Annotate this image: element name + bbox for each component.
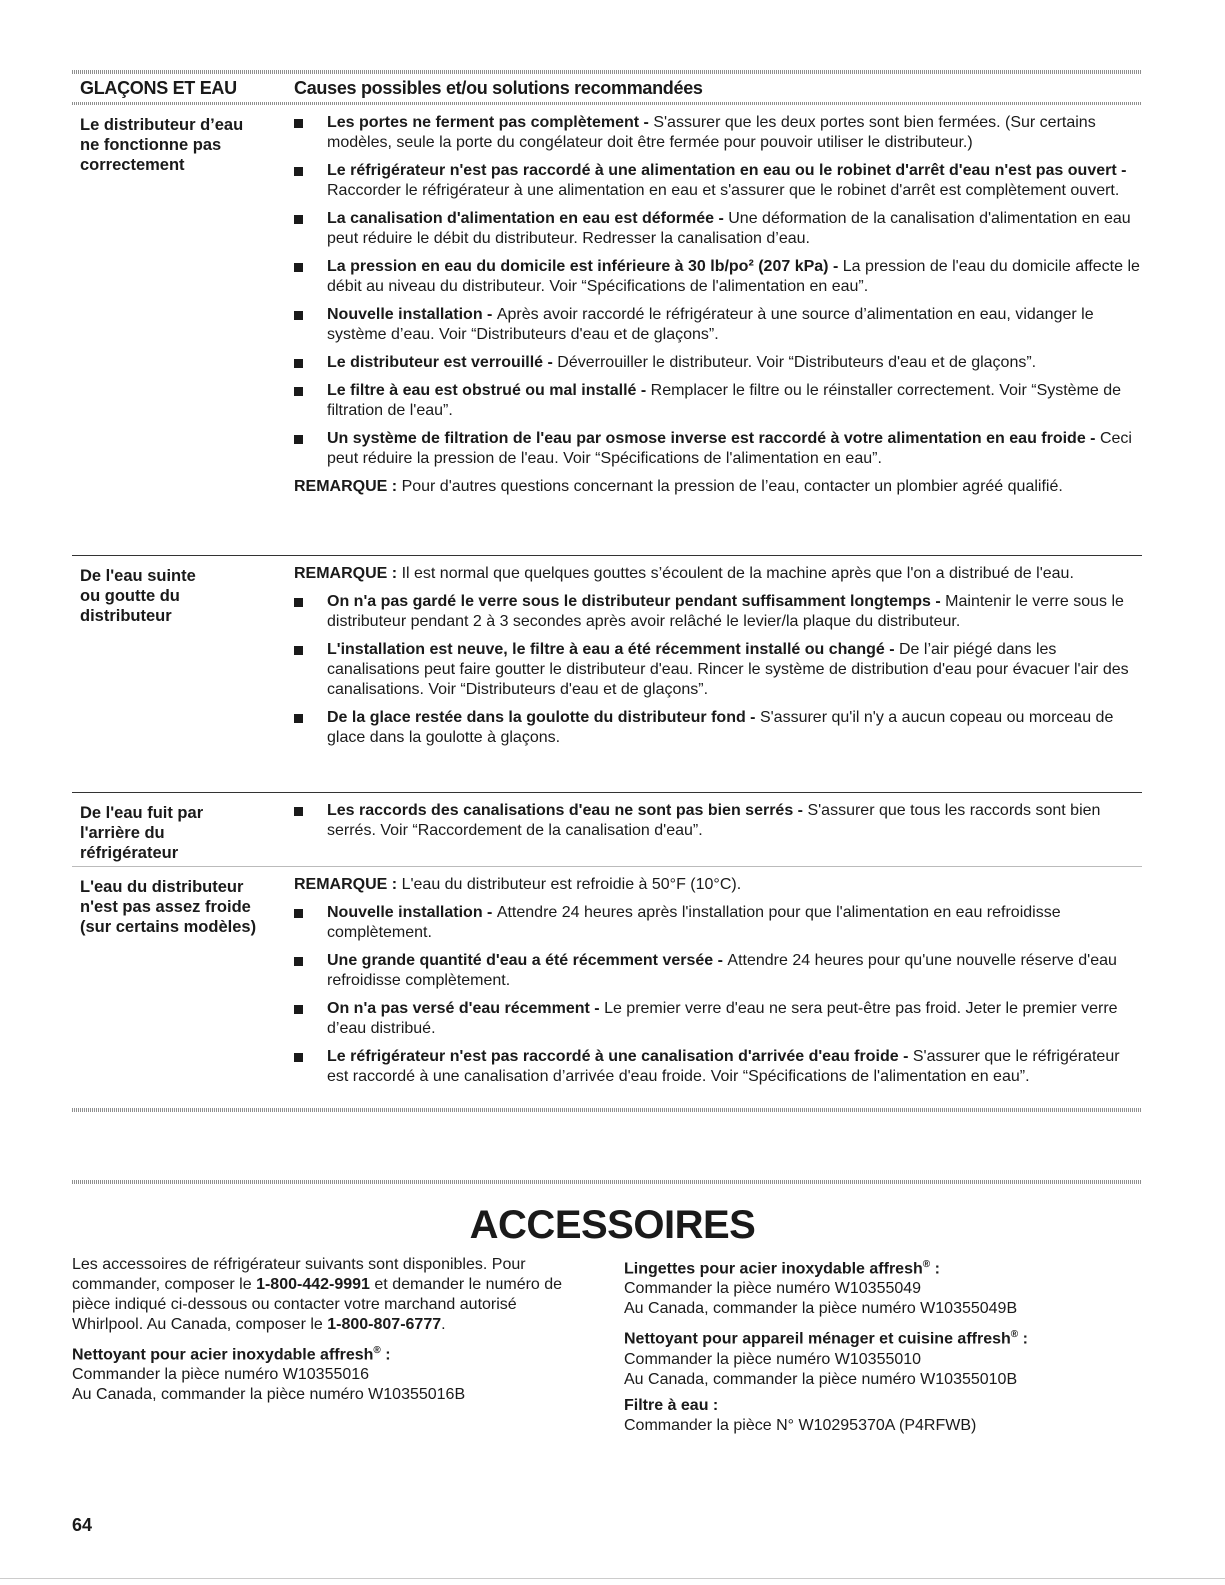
solution-text: Une déformation de la canalisation d'alimentation en eau peut réduire le débit du distributeur. Redresser la canalisation d’eau. [327, 210, 1131, 247]
problem-label-line: ne fonctionne pas [80, 136, 222, 154]
accessory-item [72, 1341, 592, 1405]
table-end-hatch-rule [72, 1108, 1142, 1112]
remarque-note [294, 564, 1142, 584]
solutions-cell [294, 801, 1142, 849]
square-bullet-icon [294, 359, 303, 368]
problem-label-line: (sur certains modèles) [80, 918, 257, 936]
solution-text: De l’air piégé dans les canalisations peut faire goutter le distributeur d'eau. Rincer le système de distribution d'eau pour évacuer l'air des canalisations. Voir “Distributeurs d'eau et de glaçons”. [327, 641, 1129, 698]
problem-label-line: ou goutte du [80, 587, 180, 605]
solution-item [294, 999, 1142, 1039]
square-bullet-icon [294, 957, 303, 966]
cause-heading: Une grande quantité d'eau a été récemment versée - [327, 952, 728, 969]
accessories-intro [72, 1255, 592, 1335]
accessories-title: ACCESSOIRES [469, 1203, 756, 1247]
cause-heading: Les raccords des canalisations d'eau ne sont pas bien serrés - [327, 802, 808, 819]
solution-item [294, 903, 1142, 943]
accessory-title-suffix: : [380, 1346, 391, 1364]
cause-heading: On n'a pas gardé le verre sous le distributeur pendant suffisamment longtemps - [327, 593, 946, 610]
part-number-line: Commander la pièce numéro W10355016 [72, 1366, 370, 1384]
square-bullet-icon [294, 1053, 303, 1062]
remarque-text: L'eau du distributeur est refroidie à 50°F (10°C). [401, 876, 742, 893]
cause-heading: Le distributeur est verrouillé - [327, 354, 558, 371]
solution-text: S'assurer qu'il n'y a aucun copeau ou morceau de glace dans la goulotte à glaçons. [327, 709, 1114, 746]
solution-text: Attendre 24 heures après l'installation pour que l'alimentation en eau refroidisse complètement. [327, 904, 1061, 941]
table-row [72, 555, 1142, 793]
cause-heading: La canalisation d'alimentation en eau est déformée - [327, 210, 729, 227]
accessories-right-column [624, 1255, 1154, 1436]
remarque-text: Il est normal que quelques gouttes s’écoulent de la machine après que l'on a distribué de l'eau. [401, 565, 1074, 582]
accessory-title-text: Nettoyant pour appareil ménager et cuisine affresh [624, 1330, 1011, 1348]
problem-label-line: De l'eau suinte [80, 567, 196, 585]
table-row [72, 105, 1142, 555]
solution-item [294, 161, 1142, 201]
column-header-problem: GLAÇONS ET EAU [80, 78, 237, 98]
solution-text: Déverrouiller le distributeur. Voir “Distributeurs d'eau et de glaçons”. [557, 354, 1037, 371]
solution-item [294, 257, 1142, 297]
solution-text: Après avoir raccordé le réfrigérateur à une source d’alimentation en eau, vidanger le système d’eau. Voir “Distributeurs d'eau et de glaçons”. [327, 306, 1094, 343]
solution-text: Maintenir le verre sous le distributeur pendant 2 à 3 secondes après avoir relâché le levier/la plaque du distributeur. [327, 593, 1124, 630]
cause-heading: Le réfrigérateur n'est pas raccordé à une canalisation d'arrivée d'eau froide - [327, 1048, 913, 1065]
problem-label-line: distributeur [80, 607, 172, 625]
cause-heading: Un système de filtration de l'eau par osmose inverse est raccordé à votre alimentation en eau froide - [327, 430, 1100, 447]
square-bullet-icon [294, 311, 303, 320]
accessory-title-text: Nettoyant pour acier inoxydable affresh [72, 1346, 374, 1364]
problem-label-line: correctement [80, 156, 185, 174]
solution-item [294, 951, 1142, 991]
solution-text: S'assurer que les deux portes sont bien fermées. (Sur certains modèles, seule la porte du congélateur doit être fermée pour pouvoir utiliser le distributeur.) [327, 114, 1096, 151]
accessory-title-suffix: : [930, 1260, 940, 1278]
accessory-title-suffix: : [1018, 1330, 1028, 1348]
solution-item [294, 1047, 1142, 1087]
intro-text: et demander le numéro de pièce indiqué ci-dessous ou contacter votre marchand autorisé Whirlpool. Au Canada, composer le [72, 1276, 563, 1333]
accessory-item [624, 1325, 1154, 1389]
intro-text: Les accessoires de réfrigérateur suivants sont disponibles. Pour commander, composer le [72, 1256, 526, 1293]
solution-item [294, 209, 1142, 249]
square-bullet-icon [294, 119, 303, 128]
phone-number-us: 1-800-442-9991 [256, 1276, 370, 1293]
remarque-note [294, 875, 1142, 895]
table-row [72, 866, 1142, 1109]
table-row [72, 792, 1142, 867]
cause-heading: Le filtre à eau est obstrué ou mal installé - [327, 382, 651, 399]
solutions-cell [294, 564, 1142, 756]
remarque-label: REMARQUE : [294, 478, 402, 495]
solution-item [294, 113, 1142, 153]
registered-mark: ® [922, 1259, 931, 1270]
cause-heading: Nouvelle installation - [327, 306, 497, 323]
accessory-item [624, 1396, 1154, 1436]
square-bullet-icon [294, 215, 303, 224]
problem-label-line: l'arrière du [80, 824, 165, 842]
square-bullet-icon [294, 263, 303, 272]
cause-heading: Le réfrigérateur n'est pas raccordé à une alimentation en eau ou le robinet d'arrêt d'eau n'est pas ouvert - [327, 162, 1127, 179]
problem-label-line: L'eau du distributeur [80, 878, 244, 896]
problem-label [80, 877, 275, 937]
column-header-solutions: Causes possibles et/ou solutions recommandées [294, 78, 703, 98]
square-bullet-icon [294, 435, 303, 444]
solution-item [294, 353, 1142, 373]
part-number-line: Commander la pièce numéro W10355049 [624, 1280, 922, 1298]
problem-label-line: Le distributeur d’eau [80, 116, 244, 134]
phone-number-canada: 1-800-807-6777 [327, 1316, 442, 1333]
remarque-note [294, 477, 1142, 497]
solution-item [294, 592, 1142, 632]
accessories-hatch-rule [72, 1180, 1142, 1184]
solution-text: Attendre 24 heures pour qu'une nouvelle réserve d'eau refroidisse complètement. [327, 952, 1117, 989]
remarque-label: REMARQUE : [294, 565, 402, 582]
part-number-line: Commander la pièce N° W10295370A (P4RFWB) [624, 1416, 977, 1434]
cause-heading: Les portes ne ferment pas complètement - [327, 114, 654, 131]
solution-text: S'assurer que tous les raccords sont bien serrés. Voir “Raccordement de la canalisation d'eau”. [327, 802, 1101, 839]
solutions-cell [294, 875, 1142, 1095]
problem-label-line: réfrigérateur [80, 844, 179, 862]
registered-mark: ® [1010, 1329, 1019, 1341]
accessory-title-text: Lingettes pour acier inoxydable affresh [624, 1260, 923, 1278]
solution-item [294, 305, 1142, 345]
top-hatch-rule [72, 70, 1142, 74]
solution-text: Raccorder le réfrigérateur à une alimentation en eau et s'assurer que le robinet d'arrêt est complètement ouvert. [327, 182, 1120, 199]
square-bullet-icon [294, 167, 303, 176]
square-bullet-icon [294, 646, 303, 655]
remarque-text: Pour d'autres questions concernant la pression de l’eau, contacter un plombier agréé qualifié. [401, 478, 1063, 495]
accessory-title [624, 1325, 1154, 1349]
square-bullet-icon [294, 807, 303, 816]
square-bullet-icon [294, 387, 303, 396]
cause-heading: De la glace restée dans la goulotte du distributeur fond - [327, 709, 760, 726]
accessories-left-column [72, 1255, 592, 1405]
solution-item [294, 708, 1142, 748]
registered-mark: ® [373, 1345, 381, 1356]
problem-label-line: De l'eau fuit par [80, 804, 204, 822]
accessory-title [624, 1255, 1154, 1279]
accessory-item [624, 1255, 1154, 1319]
part-number-line: Au Canada, commander la pièce numéro W10355049B [624, 1300, 1018, 1318]
part-number-line: Au Canada, commander la pièce numéro W10355016B [72, 1386, 466, 1404]
accessory-title-text: Filtre à eau : [624, 1396, 719, 1414]
solution-text: Ceci peut réduire la pression de l'eau. Voir “Spécifications de l'alimentation en eau”. [327, 430, 1132, 467]
accessory-title [72, 1341, 592, 1365]
solution-text: Le premier verre d'eau ne sera peut-être pas froid. Jeter le premier verre d’eau distribué. [327, 1000, 1118, 1037]
solution-item [294, 640, 1142, 700]
intro-text: . [441, 1316, 446, 1333]
problem-label [80, 566, 275, 626]
problem-label-line: n'est pas assez froide [80, 898, 251, 916]
part-number-line: Au Canada, commander la pièce numéro W10355010B [624, 1370, 1018, 1388]
solution-item [294, 801, 1142, 841]
accessory-title [624, 1396, 1154, 1416]
solution-item [294, 381, 1142, 421]
page-bottom-rule [0, 1578, 1225, 1579]
solutions-cell [294, 113, 1142, 505]
solution-text: Remplacer le filtre ou le réinstaller correctement. Voir “Système de filtration de l'eau”. [327, 382, 1122, 419]
cause-heading: L'installation est neuve, le filtre à eau a été récemment installé ou changé - [327, 641, 899, 658]
solution-text: S'assurer que le réfrigérateur est raccordé à une canalisation d’arrivée d'eau froide. Voir “Spécifications de l'alimentation en eau”. [327, 1048, 1120, 1085]
cause-heading: La pression en eau du domicile est inférieure à 30 lb/po² (207 kPa) - [327, 258, 843, 275]
cause-heading: Nouvelle installation - [327, 904, 497, 921]
page-number: 64 [72, 1515, 93, 1535]
part-number-line: Commander la pièce numéro W10355010 [624, 1350, 922, 1368]
square-bullet-icon [294, 1005, 303, 1014]
square-bullet-icon [294, 714, 303, 723]
square-bullet-icon [294, 909, 303, 918]
remarque-label: REMARQUE : [294, 876, 402, 893]
cause-heading: On n'a pas versé d'eau récemment - [327, 1000, 605, 1017]
solution-text: La pression de l'eau du domicile affecte le débit au niveau du distributeur. Voir “Spécifications de l'alimentation en eau”. [327, 258, 1140, 295]
square-bullet-icon [294, 598, 303, 607]
solution-item [294, 429, 1142, 469]
problem-label [80, 803, 275, 863]
table-header [72, 76, 1142, 103]
problem-label [80, 115, 275, 175]
